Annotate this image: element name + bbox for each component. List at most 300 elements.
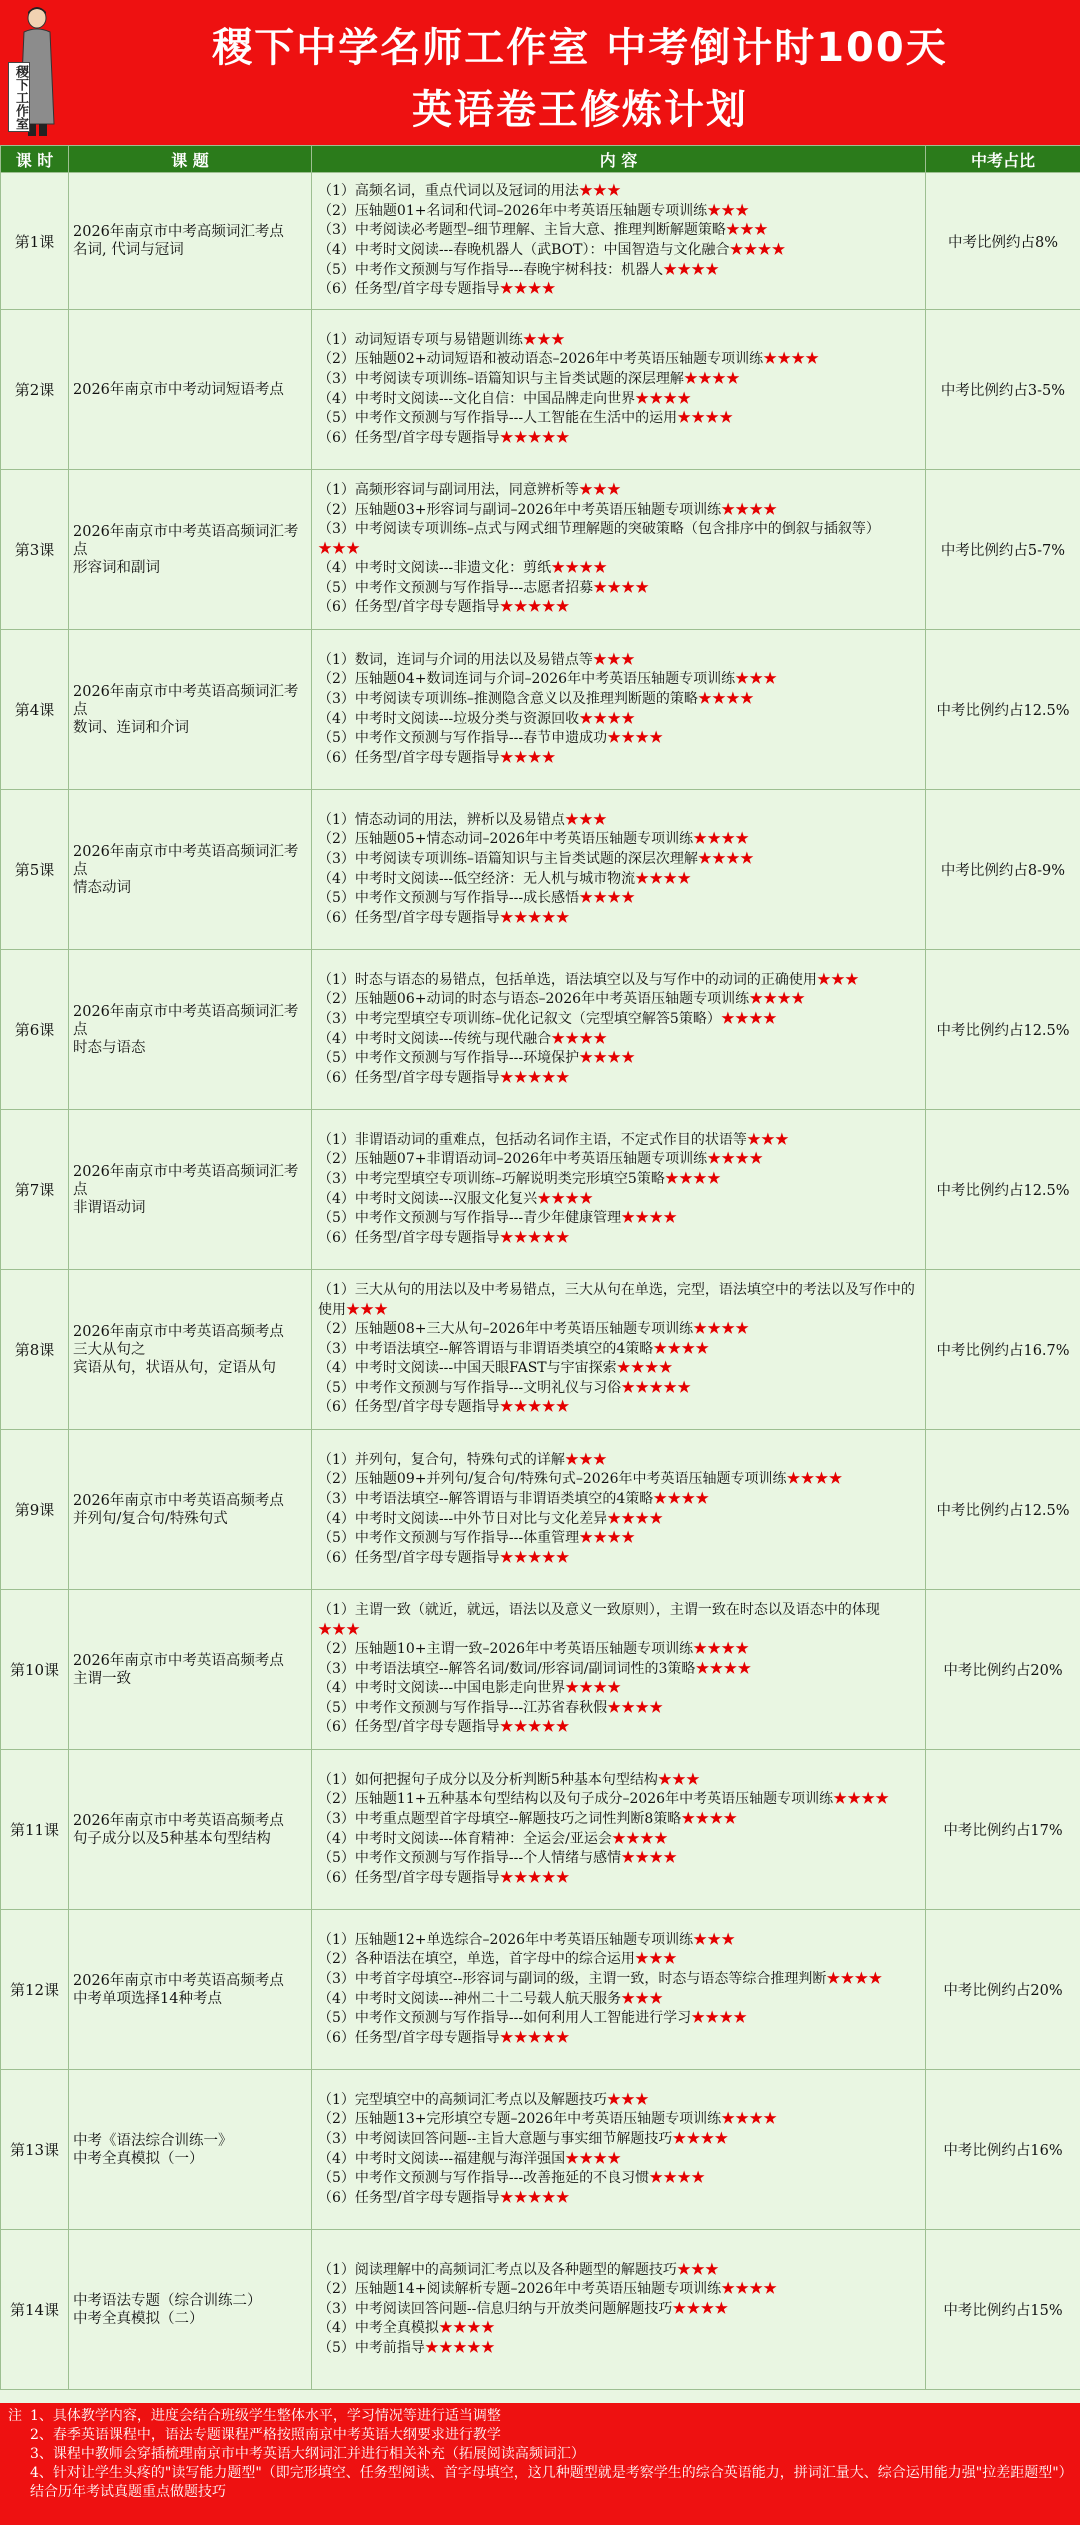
topic-line: 2026年南京市中考英语高频考点 (73, 1972, 284, 1989)
lesson-number: 第7课 (1, 1110, 69, 1270)
content-item-text: （1）阅读理解中的高频词汇考点以及各种题型的解题技巧 (318, 2261, 677, 2278)
lesson-content (312, 790, 926, 950)
content-item (318, 1069, 921, 1089)
lesson-content (312, 1590, 926, 1750)
star-rating: ★★★★ (786, 1471, 843, 1488)
content-item (318, 1970, 921, 1990)
lesson-content (312, 1430, 926, 1590)
lesson-topic (69, 470, 312, 630)
content-item (318, 1849, 921, 1869)
content-item (318, 1549, 921, 1569)
content-item-text: （1）三大从句的用法以及中考易错点，三大从句在单选，完型，语法填空中的考法以及写作中的使用 (318, 1281, 915, 1318)
content-item (318, 501, 921, 521)
content-item (318, 2261, 921, 2281)
content-item (318, 182, 921, 202)
star-rating: ★★★ (735, 671, 778, 688)
exam-ratio: 中考比例约占12.5% (926, 1430, 1080, 1590)
star-rating: ★★★★ (693, 1641, 750, 1658)
topic-line: 中考全真模拟（二） (73, 2310, 204, 2327)
star-rating: ★★★★ (565, 1680, 622, 1697)
topic-line: 2026年南京市中考英语高频词汇考点 (73, 1163, 299, 1198)
content-item-text: （4）中考时文阅读---福建舰与海洋强国 (318, 2150, 566, 2167)
note-line: 1、具体教学内容，进度会结合班级学生整体水平，学习情况等进行适当调整 (30, 2408, 501, 2424)
content-item (318, 1229, 921, 1249)
star-rating: ★★★★ (653, 1490, 710, 1507)
content-item (318, 331, 921, 351)
lesson-topic (69, 2230, 312, 2390)
topic-line: 中考《语法综合训练一》 (73, 2132, 233, 2149)
content-item (318, 651, 921, 671)
content-item-text: （1）动词短语专项与易错题训练 (318, 331, 523, 348)
course-table (0, 145, 1080, 2390)
content-item-text: （5）中考作文预测与写作指导---体重管理 (318, 1530, 580, 1547)
content-item (318, 729, 921, 749)
content-item (318, 1379, 921, 1399)
lesson-number: 第3课 (1, 470, 69, 630)
notes-label: 注 (8, 2408, 22, 2424)
star-rating: ★★★★ (499, 281, 556, 298)
content-item (318, 1150, 921, 1170)
content-item (318, 520, 921, 559)
content-item-text: （6）任务型/首字母专题指导 (318, 2189, 500, 2206)
star-rating: ★★★★ (721, 2111, 778, 2128)
lesson-topic (69, 1270, 312, 1430)
content-item (318, 749, 921, 769)
content-item-text: （1）高频形容词与副词用法，同意辨析等 (318, 481, 579, 498)
content-item (318, 2150, 921, 2170)
content-item (318, 1529, 921, 1549)
star-rating: ★★★ (318, 540, 360, 557)
lesson-topic (69, 630, 312, 790)
star-rating: ★★★★ (607, 730, 664, 747)
content-item (318, 2189, 921, 2209)
content-item-text: （2）压轴题11+五种基本句型结构以及句子成分–2026年中考英语压轴题专项训练 (318, 1791, 834, 1808)
content-item-text: （4）中考时文阅读---非遗文化：剪纸 (318, 560, 552, 577)
lesson-number: 第13课 (1, 2070, 69, 2230)
lesson-topic (69, 1430, 312, 1590)
content-item (318, 1601, 921, 1640)
star-rating: ★★★★★ (499, 1229, 570, 1246)
content-item (318, 2110, 921, 2130)
star-rating: ★★★★ (607, 1510, 664, 1527)
table-row (1, 1590, 1080, 1750)
content-item-text: （4）中考时文阅读---文化自信：中国品牌走向世界 (318, 390, 636, 407)
content-item-text: （3）中考阅读必考题型–细节理解、主旨大意、推理判断解题策略 (318, 222, 726, 239)
lesson-content (312, 950, 926, 1110)
content-item (318, 1209, 921, 1229)
content-item (318, 579, 921, 599)
exam-ratio: 中考比例约占8% (926, 173, 1080, 310)
content-item-text: （5）中考作文预测与写作指导---春晚宇树科技：机器人 (318, 261, 664, 278)
content-item (318, 1320, 921, 1340)
star-rating: ★★★★★ (499, 2189, 570, 2206)
content-item (318, 559, 921, 579)
column-header-ratio: 中考占比 (926, 146, 1080, 173)
star-rating: ★★★★★ (499, 1719, 570, 1736)
lesson-topic (69, 310, 312, 470)
topic-line: 2026年南京市中考英语高频考点 (73, 1492, 284, 1509)
content-item-text: （2）压轴题13+完形填空专题–2026年中考英语压轴题专项训练 (318, 2111, 722, 2128)
star-rating: ★★★★★ (499, 2029, 570, 2046)
content-item-text: （3）中考阅读回答问题--信息归纳与开放类问题解题技巧 (318, 2300, 673, 2317)
topic-line: 中考语法专题（综合训练二） (73, 2292, 262, 2309)
content-item-text: （6）任务型/首字母专题指导 (318, 281, 500, 298)
star-rating: ★★★★ (681, 1810, 738, 1827)
content-item-text: （4）中考时文阅读---低空经济：无人机与城市物流 (318, 870, 636, 887)
content-item-text: （3）中考完型填空专项训练–优化记叙文（完型填空解答5策略） (318, 1010, 721, 1027)
content-item (318, 710, 921, 730)
star-rating: ★★★★ (551, 1030, 608, 1047)
content-item (318, 2130, 921, 2150)
notes-footer (0, 2403, 1080, 2525)
lesson-content (312, 470, 926, 630)
lesson-number: 第14课 (1, 2230, 69, 2390)
content-item-text: （6）任务型/首字母专题指导 (318, 1229, 500, 1246)
topic-line: 2026年南京市中考英语高频词汇考点 (73, 843, 299, 878)
topic-line: 中考全真模拟（一） (73, 2150, 204, 2167)
star-rating: ★★★★ (635, 870, 692, 887)
star-rating: ★★★★ (616, 1360, 673, 1377)
content-item-text: （5）中考作文预测与写作指导---环境保护 (318, 1050, 580, 1067)
content-item (318, 909, 921, 929)
star-rating: ★★★★ (697, 690, 754, 707)
lesson-number: 第12课 (1, 1910, 69, 2070)
content-item-text: （5）中考作文预测与写作指导---个人情绪与感情 (318, 1850, 622, 1867)
content-item (318, 350, 921, 370)
topic-line: 中考单项选择14种考点 (73, 1990, 222, 2007)
content-item-text: （3）中考阅读专项训练–语篇知识与主旨类试题的深层次理解 (318, 850, 698, 867)
star-rating: ★★★ (707, 202, 750, 219)
table-header-row (1, 146, 1080, 173)
star-rating: ★★★ (725, 222, 768, 239)
star-rating: ★★★ (816, 971, 859, 988)
content-item-text: （1）并列句，复合句，特殊句式的详解 (318, 1451, 565, 1468)
content-item (318, 1718, 921, 1738)
content-item (318, 971, 921, 991)
content-item-text: （1）数词，连词与介词的用法以及易错点等 (318, 651, 593, 668)
content-item-text: （3）中考重点题型首字母填空--解题技巧之词性判断8策略 (318, 1810, 682, 1827)
star-rating: ★★★ (578, 481, 621, 498)
table-row (1, 630, 1080, 790)
star-rating: ★★★★ (729, 242, 786, 258)
content-item-text: （2）压轴题04+数词连词与介词–2026年中考英语压轴题专项训练 (318, 671, 736, 688)
table-row (1, 470, 1080, 630)
exam-ratio: 中考比例约占20% (926, 1590, 1080, 1750)
content-item-text: （5）中考前指导 (318, 2339, 425, 2356)
content-item-text: （5）中考作文预测与写作指导---成长感悟 (318, 890, 580, 907)
content-item-text: （3）中考完型填空专项训练–巧解说明类完形填空5策略 (318, 1170, 665, 1187)
star-rating: ★★★ (606, 2091, 649, 2108)
lesson-number: 第8课 (1, 1270, 69, 1430)
star-rating: ★★★★ (649, 2170, 706, 2187)
page-title: 稷下中学名师工作室 中考倒计时100天 (212, 25, 948, 71)
content-item-text: （2）压轴题05+情态动词–2026年中考英语压轴题专项训练 (318, 831, 694, 848)
content-item-text: （6）任务型/首字母专题指导 (318, 2029, 500, 2046)
star-rating: ★★★★★ (499, 1399, 570, 1416)
content-item-text: （4）中考时文阅读---中外节日对比与文化差异 (318, 1510, 608, 1527)
content-item-text: （6）任务型/首字母专题指导 (318, 1069, 500, 1086)
content-item (318, 870, 921, 890)
lesson-topic (69, 173, 312, 310)
content-item (318, 1340, 921, 1360)
star-rating: ★★★★ (720, 1010, 777, 1027)
content-item-text: （5）中考作文预测与写作指导---人工智能在生活中的运用 (318, 410, 678, 427)
content-item (318, 2169, 921, 2189)
star-rating: ★★★★ (677, 410, 734, 427)
content-item (318, 1640, 921, 1660)
content-item (318, 830, 921, 850)
content-item (318, 1660, 921, 1680)
content-item-text: （3）中考阅读专项训练–推测隐含意义以及推理判断题的策略 (318, 690, 698, 707)
content-item (318, 202, 921, 222)
exam-ratio: 中考比例约占17% (926, 1750, 1080, 1910)
topic-line: 并列句/复合句/特殊句式 (73, 1510, 228, 1527)
content-item-text: （1）非谓语动词的重难点，包括动名词作主语，不定式作目的状语等 (318, 1131, 747, 1148)
topic-line: 非谓语动词 (73, 1199, 146, 1216)
lesson-content (312, 1910, 926, 2070)
table-row (1, 790, 1080, 950)
content-item-text: （1）时态与语态的易错点，包括单选，语法填空以及与写作中的动词的正确使用 (318, 971, 817, 988)
star-rating: ★★★★ (537, 1190, 594, 1207)
content-item-text: （3）中考语法填空--解答谓语与非谓语类填空的4策略 (318, 1340, 654, 1357)
content-item (318, 2091, 921, 2111)
content-item (318, 1049, 921, 1069)
star-rating: ★★★★ (621, 1210, 678, 1227)
content-item (318, 1010, 921, 1030)
content-item-text: （2）各种语法在填空，单选，首字母中的综合运用 (318, 1951, 635, 1968)
lesson-number: 第6课 (1, 950, 69, 1110)
content-item-text: （3）中考阅读专项训练–点式与网式细节理解题的突破策略（包含排序中的倒叙与插叙等） (318, 521, 880, 538)
content-item (318, 811, 921, 831)
table-row (1, 2230, 1080, 2390)
star-rating: ★★★★ (707, 1151, 764, 1168)
star-rating: ★★★★★ (499, 1069, 570, 1086)
content-item-text: （6）任务型/首字母专题指导 (318, 429, 500, 446)
content-item (318, 1699, 921, 1719)
content-item (318, 1771, 921, 1791)
content-item (318, 2029, 921, 2049)
content-item (318, 409, 921, 429)
star-rating: ★★★★ (607, 1699, 664, 1716)
content-item-text: （2）压轴题01+名词和代词–2026年中考英语压轴题专项训练 (318, 202, 708, 219)
lesson-topic (69, 1590, 312, 1750)
star-rating: ★★★★ (672, 2300, 729, 2317)
lesson-content (312, 1270, 926, 1430)
content-item-text: （6）任务型/首字母专题指导 (318, 1719, 500, 1736)
star-rating: ★★★ (693, 1931, 736, 1948)
topic-line: 数词、连词和介词 (73, 719, 189, 736)
star-rating: ★★★★ (663, 261, 720, 278)
lesson-topic (69, 790, 312, 950)
star-rating: ★★★ (578, 183, 621, 200)
content-item-text: （6）任务型/首字母专题指导 (318, 599, 500, 616)
exam-ratio: 中考比例约占15% (926, 2230, 1080, 2390)
star-rating: ★★★★ (593, 579, 650, 596)
star-rating: ★★★★★ (621, 1379, 692, 1396)
content-item (318, 2319, 921, 2339)
content-item-text: （1）压轴题12+单选综合–2026年中考英语压轴题专项训练 (318, 1931, 694, 1948)
topic-line: 2026年南京市中考英语高频词汇考点 (73, 683, 299, 718)
star-rating: ★★★ (676, 2261, 719, 2278)
topic-line: 2026年南京市中考英语高频考点 (73, 1652, 284, 1669)
exam-ratio: 中考比例约占12.5% (926, 950, 1080, 1110)
content-item (318, 889, 921, 909)
content-item (318, 1830, 921, 1850)
topic-line: 情态动词 (73, 879, 131, 896)
content-item-text: （2）压轴题06+动词的时态与语态–2026年中考英语压轴题专项训练 (318, 991, 750, 1008)
content-item-text: （1）主谓一致（就近，就远，语法以及意义一致原则），主谓一致在时态以及语态中的体现 (318, 1601, 880, 1618)
content-item-text: （2）压轴题08+三大从句–2026年中考英语压轴题专项训练 (318, 1321, 694, 1338)
content-item-text: （3）中考语法填空--解答谓语与非谓语类填空的4策略 (318, 1490, 654, 1507)
content-item (318, 1790, 921, 1810)
topic-line: 三大从句之 (73, 1341, 146, 1358)
table-row (1, 1750, 1080, 1910)
star-rating: ★★★★ (499, 749, 556, 766)
content-item-text: （5）中考作文预测与写作指导---江苏省春秋假 (318, 1699, 608, 1716)
content-item-text: （1）如何把握句子成分以及分析判断5种基本句型结构 (318, 1771, 658, 1788)
content-item-text: （1）完型填空中的高频词汇考点以及解题技巧 (318, 2091, 607, 2108)
topic-line: 2026年南京市中考英语高频词汇考点 (73, 1003, 299, 1038)
content-item-text: （6）任务型/首字母专题指导 (318, 1869, 500, 1886)
topic-line: 时态与语态 (73, 1039, 146, 1056)
star-rating: ★★★★ (721, 501, 778, 518)
exam-ratio: 中考比例约占5-7% (926, 470, 1080, 630)
star-rating: ★★★★★ (499, 599, 570, 616)
content-item (318, 690, 921, 710)
lesson-topic (69, 2070, 312, 2230)
exam-ratio: 中考比例约占16.7% (926, 1270, 1080, 1430)
note-line: 4、针对让学生头疼的"读写能力题型"（即完形填空、任务型阅读、首字母填空，这几种题型就是考察学生的综合英语能力，拼词汇量大、综合运用能力强"拉差距题型"）结合历年考试真题重点做题技巧 (30, 2465, 1066, 2500)
star-rating: ★★★★★ (499, 909, 570, 926)
star-rating: ★★★ (318, 1621, 360, 1638)
content-item-text: （2）压轴题02+动词短语和被动语态–2026年中考英语压轴题专项训练 (318, 351, 764, 368)
lesson-content (312, 1750, 926, 1910)
content-item-text: （1）情态动词的用法，辨析以及易错点 (318, 811, 565, 828)
content-item-text: （4）中考时文阅读---体育精神：全运会/亚运会 (318, 1830, 612, 1847)
table-row (1, 2070, 1080, 2230)
content-item-text: （4）中考时文阅读---传统与现代融合 (318, 1030, 552, 1047)
content-item (318, 221, 921, 241)
content-item-text: （4）中考时文阅读---中国天眼FAST与宇宙探索 (318, 1360, 617, 1377)
content-item (318, 390, 921, 410)
lesson-number: 第4课 (1, 630, 69, 790)
star-rating: ★★★★★ (424, 2339, 495, 2356)
page-subtitle: 英语卷王修炼计划 (412, 87, 748, 133)
topic-line: 2026年南京市中考英语高频词汇考点 (73, 523, 299, 558)
lesson-topic (69, 1110, 312, 1270)
star-rating: ★★★★ (579, 710, 636, 727)
content-item-text: （4）中考全真模拟 (318, 2320, 439, 2337)
lesson-content (312, 630, 926, 790)
content-item (318, 1950, 921, 1970)
star-rating: ★★★★ (579, 1530, 636, 1547)
content-item-text: （4）中考时文阅读---神州二十二号载人航天服务 (318, 1990, 622, 2007)
star-rating: ★★★★★ (499, 429, 570, 446)
content-item (318, 481, 921, 501)
topic-line: 2026年南京市中考动词短语考点 (73, 381, 284, 398)
star-rating: ★★★★ (565, 2150, 622, 2167)
lesson-number: 第10课 (1, 1590, 69, 1750)
studio-badge: 稷下工作室 (8, 62, 30, 132)
lesson-content (312, 2070, 926, 2230)
lesson-topic (69, 950, 312, 1110)
content-item (318, 241, 921, 261)
content-item-text: （4）中考时文阅读---中国电影走向世界 (318, 1680, 566, 1697)
exam-ratio: 中考比例约占12.5% (926, 1110, 1080, 1270)
content-item-text: （3）中考首字母填空--形容词与副词的级，主谓一致，时态与语态等综合推理判断 (318, 1970, 827, 1987)
lesson-number: 第11课 (1, 1750, 69, 1910)
lesson-number: 第1课 (1, 173, 69, 310)
topic-line: 形容词和副词 (73, 559, 160, 576)
content-item (318, 1131, 921, 1151)
content-item (318, 1030, 921, 1050)
lesson-number: 第2课 (1, 310, 69, 470)
content-item (318, 1451, 921, 1471)
star-rating: ★★★★ (579, 1050, 636, 1067)
content-item-text: （6）任务型/首字母专题指导 (318, 909, 500, 926)
content-item (318, 1470, 921, 1490)
content-item-text: （6）任务型/首字母专题指导 (318, 749, 500, 766)
content-item-text: （4）中考时文阅读---汉服文化复兴 (318, 1190, 538, 1207)
content-item-text: （5）中考作文预测与写作指导---文明礼仪与习俗 (318, 1379, 622, 1396)
content-item (318, 280, 921, 300)
exam-ratio: 中考比例约占16% (926, 2070, 1080, 2230)
content-item-text: （3）中考阅读回答问题--主旨大意题与事实细节解题技巧 (318, 2130, 673, 2147)
star-rating: ★★★★ (721, 2281, 778, 2298)
topic-line: 主谓一致 (73, 1670, 131, 1687)
lesson-content (312, 2230, 926, 2390)
lesson-number: 第9课 (1, 1430, 69, 1590)
topic-line: 句子成分以及5种基本句型结构 (73, 1830, 271, 1847)
content-item (318, 1281, 921, 1320)
star-rating: ★★★★ (653, 1340, 710, 1357)
star-rating: ★★★ (564, 1451, 607, 1468)
content-item (318, 1510, 921, 1530)
header-banner (0, 0, 1080, 145)
table-row (1, 1270, 1080, 1430)
star-rating: ★★★★ (635, 390, 692, 407)
content-item-text: （6）任务型/首字母专题指导 (318, 1399, 500, 1416)
content-item (318, 2009, 921, 2029)
content-item (318, 990, 921, 1010)
star-rating: ★★★ (657, 1771, 700, 1788)
content-item-text: （4）中考时文阅读---垃圾分类与资源回收 (318, 710, 580, 727)
content-item-text: （5）中考作文预测与写作指导---改善拖延的不良习惯 (318, 2170, 650, 2187)
content-item (318, 2280, 921, 2300)
star-rating: ★★★★ (826, 1970, 883, 1987)
star-rating: ★★★ (634, 1951, 677, 1968)
content-item-text: （2）压轴题10+主谓一致–2026年中考英语压轴题专项训练 (318, 1641, 694, 1658)
content-item-text: （5）中考作文预测与写作指导---如何利用人工智能进行学习 (318, 2010, 692, 2027)
star-rating: ★★★★ (672, 2130, 729, 2147)
star-rating: ★★★★ (683, 370, 740, 387)
lesson-topic (69, 1750, 312, 1910)
content-item (318, 429, 921, 449)
content-item-text: （6）任务型/首字母专题指导 (318, 1549, 500, 1566)
exam-ratio: 中考比例约占12.5% (926, 630, 1080, 790)
star-rating: ★★★★ (438, 2320, 495, 2337)
star-rating: ★★★★ (763, 351, 820, 368)
topic-line: 宾语从句，状语从句，定语从句 (73, 1359, 276, 1376)
star-rating: ★★★★★ (499, 1869, 570, 1886)
content-item (318, 261, 921, 281)
star-rating: ★★★ (621, 1990, 664, 2007)
content-item-text: （1）高频名词，重点代词以及冠词的用法 (318, 183, 579, 200)
star-rating: ★★★★ (611, 1830, 668, 1847)
table-row (1, 310, 1080, 470)
star-rating: ★★★★ (833, 1791, 890, 1808)
table-row (1, 950, 1080, 1110)
